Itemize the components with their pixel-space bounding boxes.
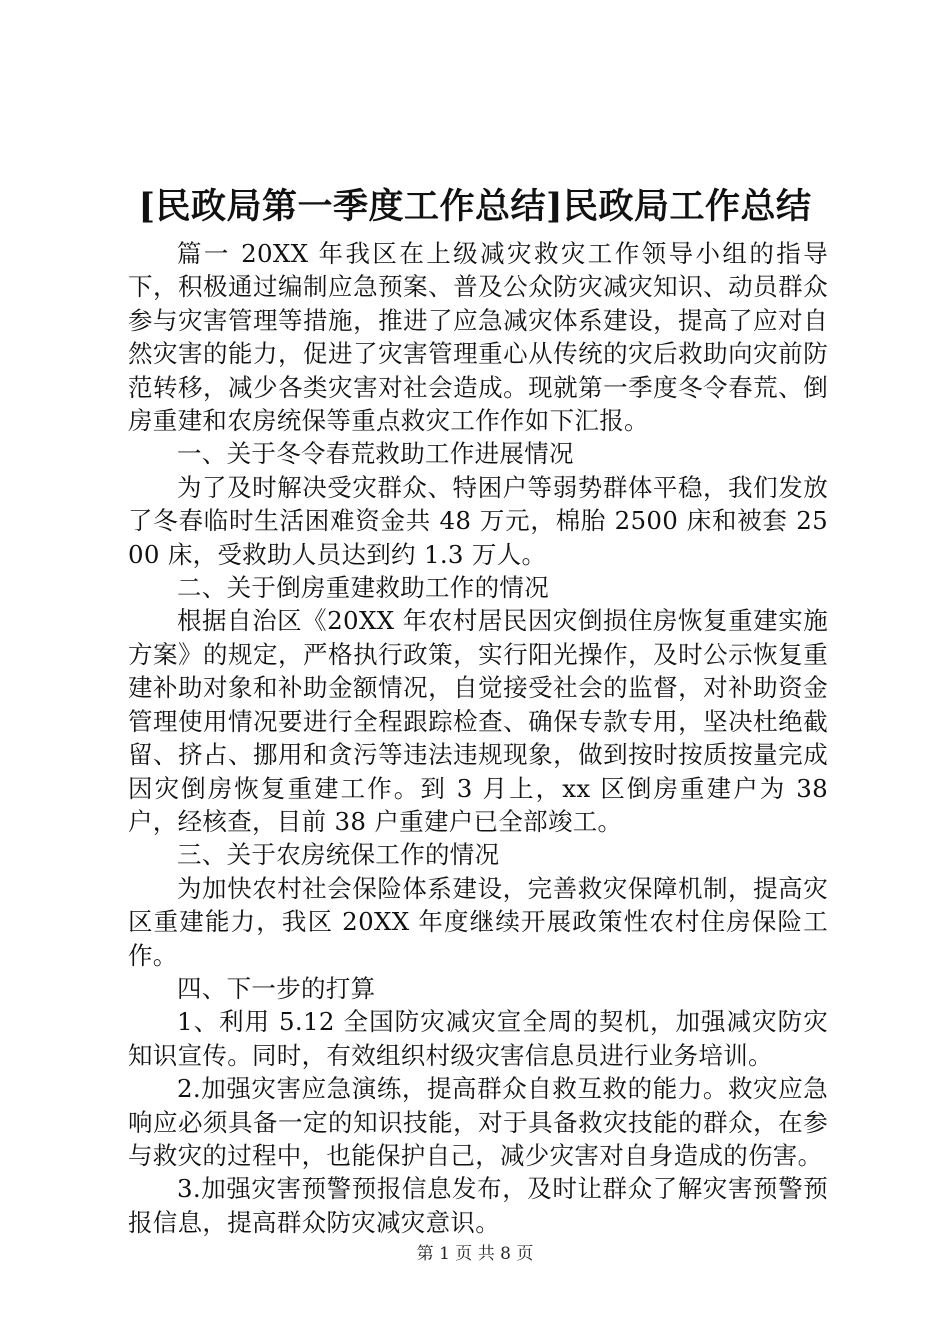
plan-item-1: 1、利用 5.12 全国防灾减灾宣全周的契机，加强减灾防灾知识宣传。同时，有效组织村级灾害信息员进行业务培训。 bbox=[128, 1007, 828, 1070]
section-paragraph-1: 为了及时解决受灾群众、特困户等弱势群体平稳，我们发放了冬春临时生活困难资金共 48 万元，棉胎 2500 床和被套 2500 床，受救助人员达到约 1.3 万人。 bbox=[128, 472, 828, 569]
section-paragraph-2: 根据自治区《20XX 年农村居民因灾倒损住房恢复重建实施方案》的规定，严格执行政策，实行阳光操作，及时公示恢复重建补助对象和补助金额情况，自觉接受社会的监督，对补助资金管理使用情况要进行全程跟踪检查、确保专款专用，坚决杜绝截留、挤占、挪用和贪污等违法违规现象，做到按时按质按量完成因灾倒房恢复重建工作。到 3 月上，xx 区倒房重建户为 38 户，经核查，目前 38 户重建户已全部竣工。 bbox=[128, 606, 828, 836]
section-heading-4: 四、下一步的打算 bbox=[177, 973, 376, 1003]
section-heading-1: 一、关于冬令春荒救助工作进展情况 bbox=[177, 439, 574, 469]
document-body bbox=[128, 237, 828, 1239]
plan-item-2: 2.加强灾害应急演练，提高群众自救互救的能力。救灾应急响应必须具备一定的知识技能，对于具备救灾技能的群众，在参与救灾的过程中，也能保护自己，减少灾害对自身造成的伤害。 bbox=[128, 1074, 828, 1170]
section-paragraph-3: 为加快农村社会保险体系建设，完善救灾保障机制，提高灾区重建能力，我区 20XX 年度继续开展政策性农村住房保险工作。 bbox=[128, 873, 828, 970]
document-title: [民政局第一季度工作总结]民政局工作总结 bbox=[138, 186, 812, 227]
intro-paragraph: 篇一 20XX 年我区在上级减灾救灾工作领导小组的指导下，积极通过编制应急预案、普及公众防灾减灾知识、动员群众参与灾害管理等措施，推进了应急减灾体系建设，提高了应对自然灾害的能力，促进了灾害管理重心从传统的灾后救助向灾前防范转移，减少各类灾害对社会造成。现就第一季度冬令春荒、倒房重建和农房统保等重点救灾工作作如下汇报。 bbox=[128, 239, 828, 436]
section-heading-3: 三、关于农房统保工作的情况 bbox=[177, 840, 500, 870]
section-heading-2: 二、关于倒房重建救助工作的情况 bbox=[177, 573, 549, 603]
page-footer: 第 1 页 共 8 页 bbox=[416, 1244, 534, 1264]
plan-item-3: 3.加强灾害预警预报信息发布，及时让群众了解灾害预警预报信息，提高群众防灾减灾意识。 bbox=[128, 1174, 828, 1237]
